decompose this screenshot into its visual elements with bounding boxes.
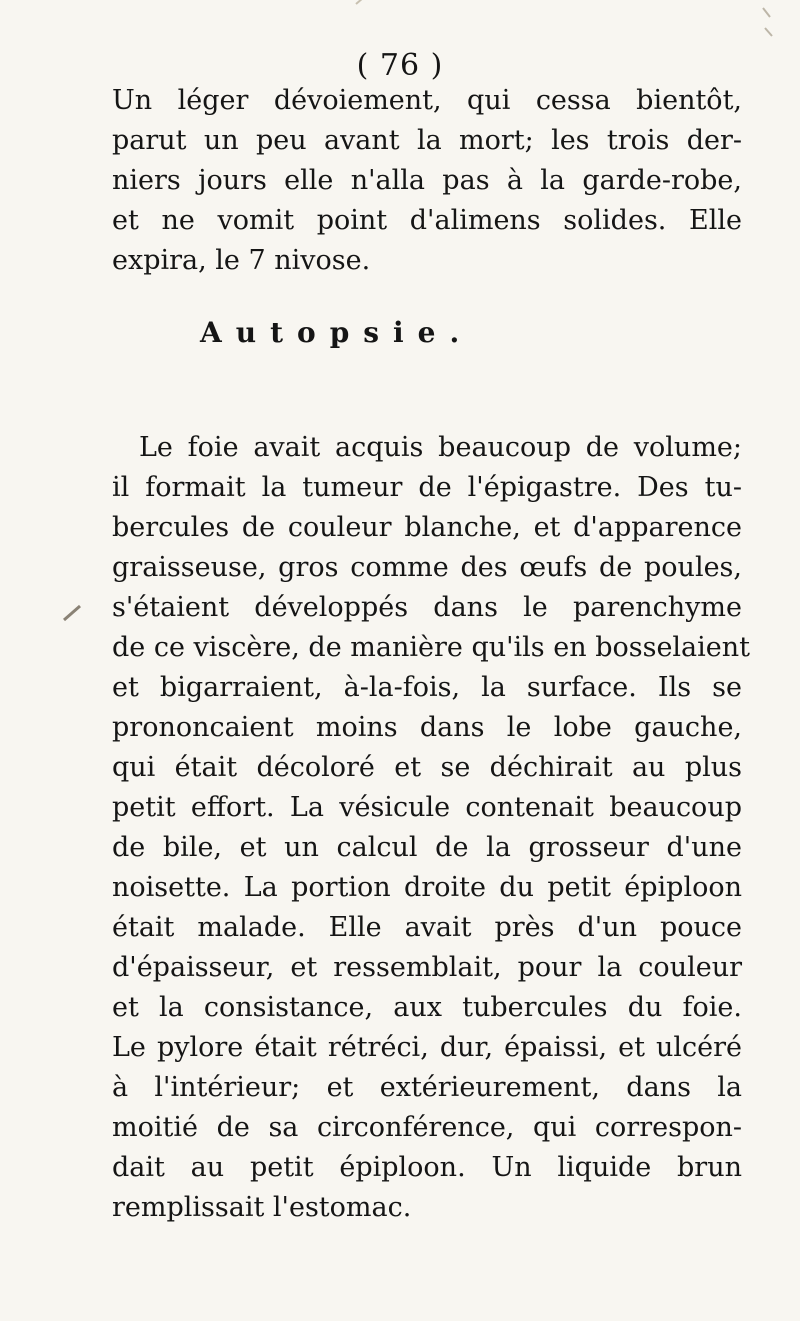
second-paragraph-line: s'étaient développés dans le parenchyme: [112, 592, 742, 623]
second-paragraph-line: moitié de sa circonférence, qui correspon-: [112, 1112, 742, 1143]
small-ink-mark: [763, 8, 772, 36]
first-paragraph-line: expira, le 7 nivose.: [112, 245, 371, 276]
second-paragraph-line: graisseuse, gros comme des œufs de poules,: [112, 552, 742, 583]
second-paragraph-line: était malade. Elle avait près d'un pouce: [112, 912, 742, 943]
second-paragraph-line: prononcaient moins dans le lobe gauche,: [112, 712, 742, 743]
first-paragraph: [112, 81, 742, 281]
second-paragraph-line: il formait la tumeur de l'épigastre. Des tu-: [112, 472, 742, 503]
second-paragraph-line: remplissait l'estomac.: [112, 1192, 412, 1223]
second-paragraph-line: bercules de couleur blanche, et d'apparence: [112, 512, 742, 543]
second-paragraph-line: à l'intérieur; et extérieurement, dans la: [112, 1072, 742, 1103]
second-paragraph-line: Le foie avait acquis beaucoup de volume;: [139, 432, 742, 463]
second-paragraph-line: de ce viscère, de manière qu'ils en bosselaient: [112, 632, 751, 663]
first-paragraph-line: parut un peu avant la mort; les trois der-: [112, 125, 742, 156]
second-paragraph-line: d'épaisseur, et ressemblait, pour la couleur: [112, 952, 742, 983]
small-ink-mark: [64, 606, 80, 620]
section-heading: Autopsie.: [200, 316, 474, 349]
second-paragraph-line: petit effort. La vésicule contenait beaucoup: [112, 792, 742, 823]
second-paragraph-line: et bigarraient, à-la-fois, la surface. Ils se: [112, 672, 742, 703]
second-paragraph-line: de bile, et un calcul de la grosseur d'une: [112, 832, 742, 863]
second-paragraph-line: Le pylore était rétréci, dur, épaissi, et ulcéré: [112, 1032, 742, 1063]
small-ink-mark: [356, 0, 363, 4]
second-paragraph-line: qui était décoloré et se déchirait au plus: [112, 752, 742, 783]
first-paragraph-line: et ne vomit point d'alimens solides. Elle: [112, 205, 742, 236]
first-paragraph-line: Un léger dévoiement, qui cessa bientôt,: [112, 85, 742, 116]
first-paragraph-line: niers jours elle n'alla pas à la garde-robe,: [112, 165, 742, 196]
second-paragraph-line: dait au petit épiploon. Un liquide brun: [112, 1152, 742, 1183]
second-paragraph: [112, 428, 751, 1228]
second-paragraph-line: noisette. La portion droite du petit épiploon: [112, 872, 742, 903]
page-number: ( 76 ): [356, 48, 444, 83]
second-paragraph-line: et la consistance, aux tubercules du foie.: [112, 992, 742, 1023]
